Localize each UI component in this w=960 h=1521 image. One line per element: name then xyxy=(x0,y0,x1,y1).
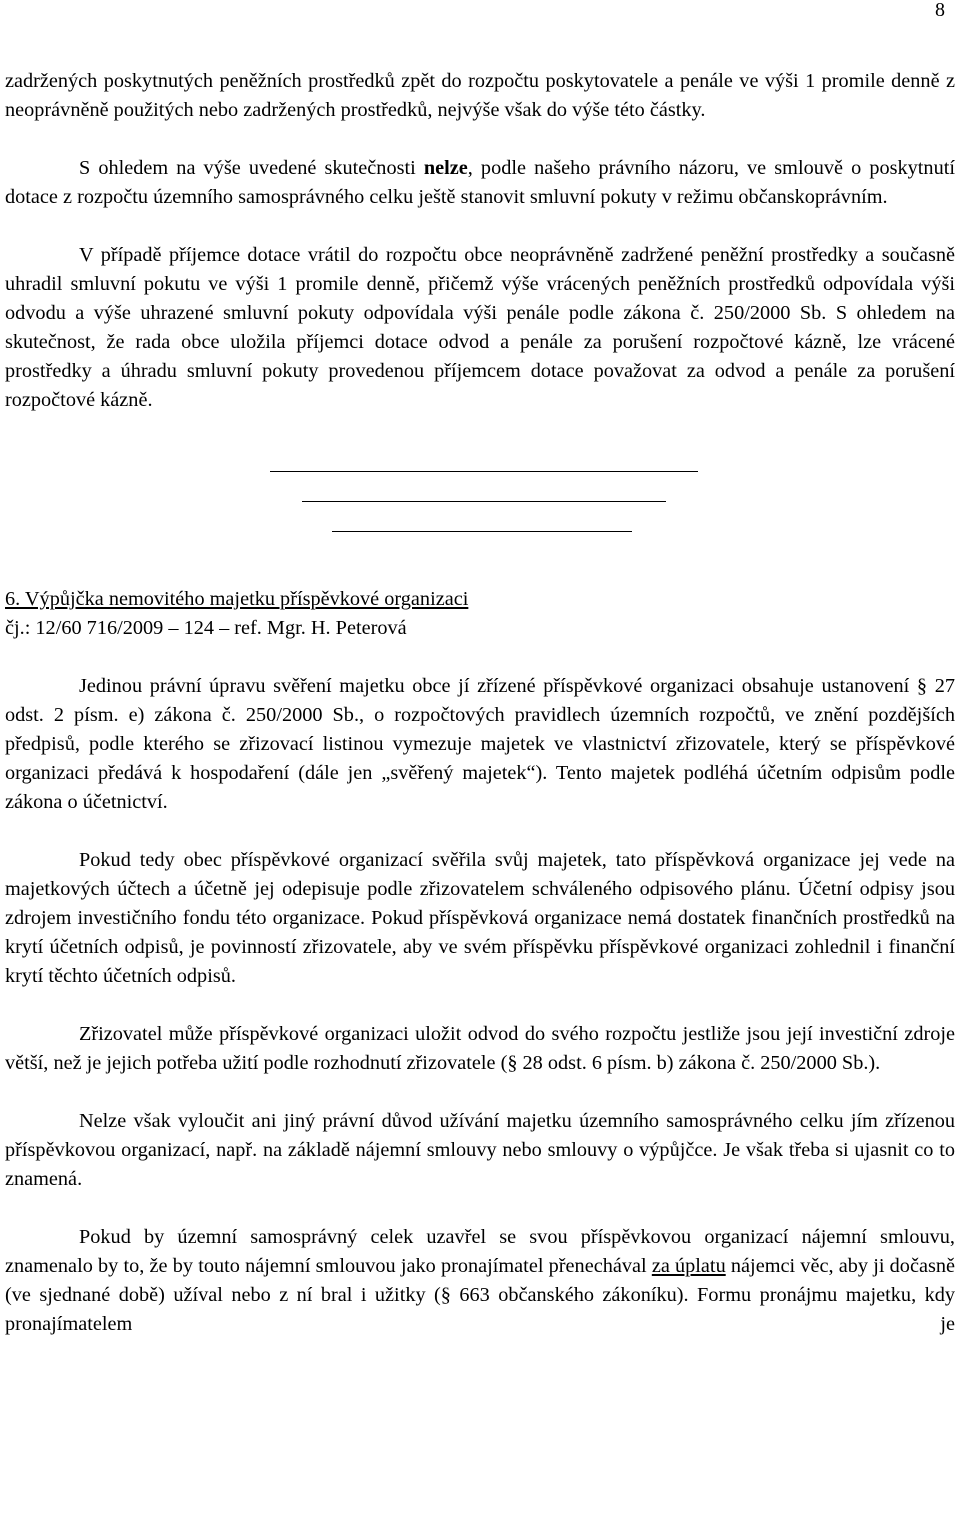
paragraph: V případě příjemce dotace vrátil do rozpočtu obce neoprávněně zadržené peněžní prostředky a současně uhradil smluvní pokutu ve výši 1 promile denně, přičemž výše vrácených peněžních prostředků odpovídala výši odvodu a výše uhrazené smluvní pokuty odpovídala výši penále podle zákona č. 250/2000 Sb. S ohledem na skutečnost, že rada obce uložila příjemci dotace odvod a penále za porušení rozpočtové kázně, lze vrácené prostředky a úhradu smluvní pokuty provedenou příjemcem dotace považovat za odvod a penále za porušení rozpočtové kázně. xyxy=(5,244,955,411)
section-heading: 6. Výpůjčka nemovitého majetku příspěvkové organizaci xyxy=(5,588,469,610)
paragraph: Jedinou právní úpravu svěření majetku obce jí zřízené příspěvkové organizaci obsahuje ustanovení § 27 odst. 2 písm. e) zákona č. 250/2000 Sb., o rozpočtových pravidlech územních rozpočtů, ve znění pozdějších předpisů, podle kterého se zřizovací listinou vymezuje majetek ve vlastnictví zřizovatele, který se příspěvkové organizaci předává k hospodaření (dále jen „svěřený majetek“). Tento majetek podléhá účetním odpisům podle zákona o účetnictví. xyxy=(5,675,955,813)
paragraph: Pokud by územní samosprávný celek uzavřel se svou příspěvkovou organizací nájemní smlouvu, znamenalo by to, že by touto nájemní smlouvou jako pronajímatel přenechával za úplatu nájemci věc, aby ji dočasně (ve sjednané době) užíval nebo z ní bral i užitky (§ 663 občanského zákoníku). Formu pronájmu majetku, kdy pronajímatelem je xyxy=(5,1226,955,1335)
paragraph: Nelze však vyloučit ani jiný právní důvod užívání majetku územního samosprávného celku jím zřízenou příspěvkovou organizací, např. na základě nájemní smlouvy nebo smlouvy o výpůjčce. Je však třeba si ujasnit co to znamená. xyxy=(5,1110,955,1190)
paragraph: S ohledem na výše uvedené skutečnosti nelze, podle našeho právního názoru, ve smlouvě o poskytnutí dotace z rozpočtu územního samosprávného celku ještě stanovit smluvní pokuty v režimu občanskoprávním. xyxy=(5,157,955,208)
paragraph: Pokud tedy obec příspěvkové organizací svěřila svůj majetek, tato příspěvková organizace jej vede na majetkových účtech a účetně jej odepisuje podle zřizovatelem schváleného odpisového plánu. Účetní odpisy jsou zdrojem investičního fondu této organizace. Pokud příspěvková organizace nemá dostatek finančních prostředků na krytí účetních odpisů, je povinností zřizovatele, aby ve svém příspěvku příspěvkové organizaci zohlednil i finanční krytí těchto účetních odpisů. xyxy=(5,849,955,987)
reference-number: čj.: 12/60 716/2009 – 124 – ref. Mgr. H. Peterová xyxy=(5,617,407,639)
page-number: 8 xyxy=(935,0,945,21)
document-body xyxy=(5,67,955,1339)
paragraph: Zřizovatel může příspěvkové organizaci uložit odvod do svého rozpočtu jestliže jsou její investiční zdroje větší, než je jejich potřeba užití podle rozhodnutí zřizovatele (§ 28 odst. 6 písm. b) zákona č. 250/2000 Sb.). xyxy=(5,1023,955,1074)
bold-text: nelze xyxy=(423,157,468,179)
underlined-text: za úplatu xyxy=(651,1255,726,1277)
paragraph: zadržených poskytnutých peněžních prostředků zpět do rozpočtu poskytovatele a penále ve výši 1 promile denně z neoprávněně použitých nebo zadržených prostředků, nejvýše však do výše této částky. xyxy=(5,70,955,121)
